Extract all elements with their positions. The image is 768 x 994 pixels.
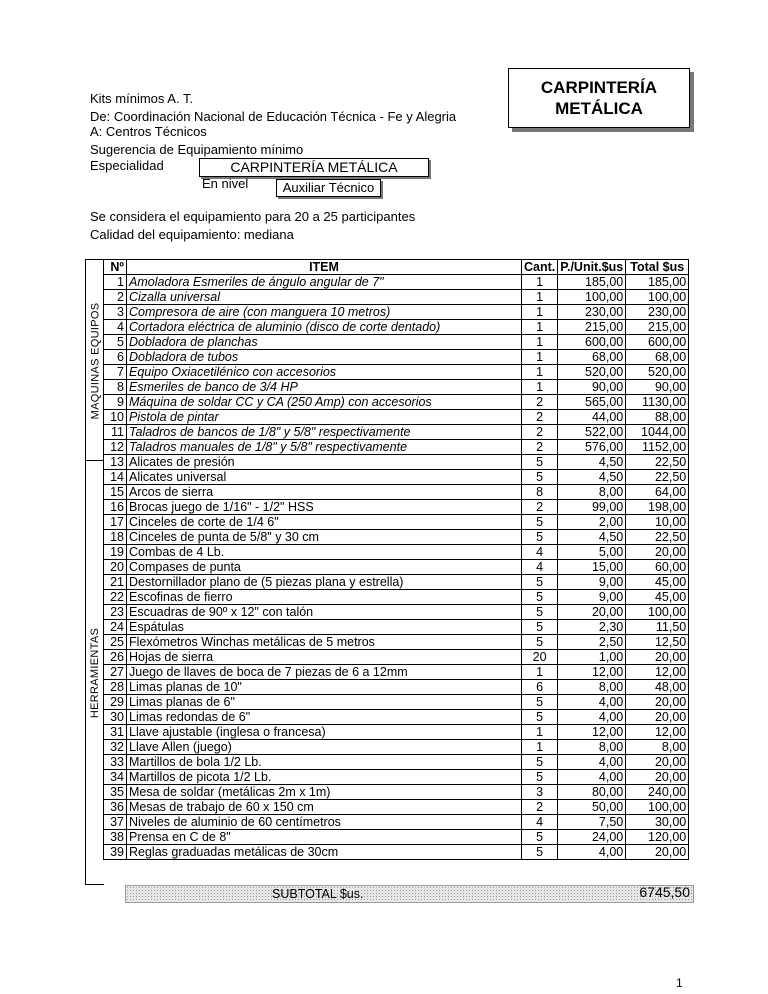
table-row — [104, 425, 689, 440]
row-quantity: 5 — [522, 695, 558, 710]
row-unit-price: 2,50 — [558, 635, 626, 650]
table-row — [104, 305, 689, 320]
row-item: Llave Allen (juego) — [127, 740, 522, 755]
row-total: 10,00 — [626, 515, 689, 530]
table-row — [104, 350, 689, 365]
table-row — [104, 770, 689, 785]
subtotal-label: SUBTOTAL $us. — [272, 887, 364, 901]
row-item: Limas planas de 10" — [127, 680, 522, 695]
table-header-row — [104, 260, 689, 275]
especialidad-label: Especialidad — [90, 158, 164, 173]
row-number: 35 — [104, 785, 127, 800]
row-quantity: 5 — [522, 830, 558, 845]
row-total: 45,00 — [626, 575, 689, 590]
table-row — [104, 500, 689, 515]
table-row — [104, 395, 689, 410]
row-quantity: 20 — [522, 650, 558, 665]
section-label-tools — [85, 460, 104, 885]
row-total: 198,00 — [626, 500, 689, 515]
col-header-unit-price: P./Unit.$us — [558, 260, 626, 275]
table-row — [104, 530, 689, 545]
row-item: Combas de 4 Lb. — [127, 545, 522, 560]
row-unit-price: 576,00 — [558, 440, 626, 455]
row-item: Mesas de trabajo de 60 x 150 cm — [127, 800, 522, 815]
row-total: 215,00 — [626, 320, 689, 335]
row-total: 64,00 — [626, 485, 689, 500]
row-item: Brocas juego de 1/16" - 1/2" HSS — [127, 500, 522, 515]
row-item: Máquina de soldar CC y CA (250 Amp) con accesorios — [127, 395, 522, 410]
row-number: 36 — [104, 800, 127, 815]
row-number: 8 — [104, 380, 127, 395]
row-unit-price: 20,00 — [558, 605, 626, 620]
row-total: 100,00 — [626, 605, 689, 620]
row-number: 10 — [104, 410, 127, 425]
row-number: 30 — [104, 710, 127, 725]
row-quantity: 1 — [522, 290, 558, 305]
row-total: 22,50 — [626, 530, 689, 545]
row-number: 28 — [104, 680, 127, 695]
row-total: 20,00 — [626, 845, 689, 860]
table-row — [104, 440, 689, 455]
col-header-total: Total $us — [626, 260, 689, 275]
row-quantity: 5 — [522, 590, 558, 605]
row-unit-price: 24,00 — [558, 830, 626, 845]
row-unit-price: 4,00 — [558, 755, 626, 770]
participants-note: Se considera el equipamiento para 20 a 25 participantes — [90, 209, 416, 224]
row-quantity: 1 — [522, 335, 558, 350]
row-number: 14 — [104, 470, 127, 485]
row-item: Dobladora de planchas — [127, 335, 522, 350]
row-total: 600,00 — [626, 335, 689, 350]
table-row — [104, 725, 689, 740]
row-unit-price: 100,00 — [558, 290, 626, 305]
row-unit-price: 15,00 — [558, 560, 626, 575]
subtotal-value: 6745,50 — [639, 884, 690, 900]
row-quantity: 1 — [522, 275, 558, 290]
table-row — [104, 335, 689, 350]
title-line-1: CARPINTERÍA — [540, 78, 658, 97]
table-row — [104, 695, 689, 710]
row-unit-price: 4,50 — [558, 470, 626, 485]
row-total: 20,00 — [626, 710, 689, 725]
row-number: 17 — [104, 515, 127, 530]
row-number: 20 — [104, 560, 127, 575]
row-total: 8,00 — [626, 740, 689, 755]
row-item: Mesa de soldar (metálicas 2m x 1m) — [127, 785, 522, 800]
row-total: 11,50 — [626, 620, 689, 635]
row-number: 39 — [104, 845, 127, 860]
row-unit-price: 9,00 — [558, 590, 626, 605]
row-number: 12 — [104, 440, 127, 455]
row-item: Equipo Oxiacetilénico con accesorios — [127, 365, 522, 380]
row-number: 16 — [104, 500, 127, 515]
equipment-table — [103, 259, 689, 860]
row-number: 34 — [104, 770, 127, 785]
row-quantity: 5 — [522, 455, 558, 470]
row-total: 12,00 — [626, 725, 689, 740]
table-row — [104, 515, 689, 530]
row-unit-price: 90,00 — [558, 380, 626, 395]
row-quantity: 1 — [522, 665, 558, 680]
especialidad-value: CARPINTERÍA METÁLICA — [199, 158, 429, 177]
row-item: Compresora de aire (con manguera 10 metros) — [127, 305, 522, 320]
row-item: Limas planas de 6" — [127, 695, 522, 710]
row-quantity: 1 — [522, 725, 558, 740]
table-row — [104, 575, 689, 590]
col-header-no: Nº — [104, 260, 127, 275]
row-unit-price: 80,00 — [558, 785, 626, 800]
row-quantity: 6 — [522, 680, 558, 695]
row-total: 20,00 — [626, 545, 689, 560]
row-item: Destornillador plano de (5 piezas plana y estrella) — [127, 575, 522, 590]
row-total: 100,00 — [626, 800, 689, 815]
row-unit-price: 4,00 — [558, 845, 626, 860]
subtotal-bar — [125, 885, 694, 903]
row-quantity: 3 — [522, 785, 558, 800]
row-unit-price: 8,00 — [558, 485, 626, 500]
table-row — [104, 755, 689, 770]
row-item: Arcos de sierra — [127, 485, 522, 500]
row-total: 20,00 — [626, 650, 689, 665]
table-row — [104, 665, 689, 680]
table-row — [104, 620, 689, 635]
table-row — [104, 590, 689, 605]
row-unit-price: 520,00 — [558, 365, 626, 380]
row-total: 45,00 — [626, 590, 689, 605]
row-unit-price: 2,00 — [558, 515, 626, 530]
row-number: 4 — [104, 320, 127, 335]
table-row — [104, 680, 689, 695]
table-row — [104, 635, 689, 650]
row-item: Taladros manuales de 1/8" y 5/8" respectivamente — [127, 440, 522, 455]
row-item: Escofinas de fierro — [127, 590, 522, 605]
row-quantity: 1 — [522, 305, 558, 320]
table-row — [104, 800, 689, 815]
row-number: 9 — [104, 395, 127, 410]
row-quantity: 8 — [522, 485, 558, 500]
row-item: Taladros de bancos de 1/8" y 5/8" respectivamente — [127, 425, 522, 440]
row-number: 27 — [104, 665, 127, 680]
table-row — [104, 485, 689, 500]
row-item: Cizalla universal — [127, 290, 522, 305]
row-total: 20,00 — [626, 755, 689, 770]
row-unit-price: 4,50 — [558, 530, 626, 545]
col-header-qty: Cant. — [522, 260, 558, 275]
table-row — [104, 320, 689, 335]
row-total: 100,00 — [626, 290, 689, 305]
row-quantity: 2 — [522, 395, 558, 410]
row-quantity: 1 — [522, 740, 558, 755]
row-unit-price: 9,00 — [558, 575, 626, 590]
row-unit-price: 230,00 — [558, 305, 626, 320]
row-quantity: 5 — [522, 635, 558, 650]
row-number: 15 — [104, 485, 127, 500]
row-unit-price: 8,00 — [558, 680, 626, 695]
table-row — [104, 650, 689, 665]
row-quantity: 5 — [522, 515, 558, 530]
table-row — [104, 410, 689, 425]
col-header-item: ITEM — [127, 260, 522, 275]
row-unit-price: 12,00 — [558, 665, 626, 680]
table-row — [104, 740, 689, 755]
section-label-machines — [85, 259, 104, 461]
section-label-tools-text: HERRAMIENTAS — [89, 627, 101, 718]
row-total: 185,00 — [626, 275, 689, 290]
row-total: 1130,00 — [626, 395, 689, 410]
row-unit-price: 565,00 — [558, 395, 626, 410]
row-item: Limas redondas de 6" — [127, 710, 522, 725]
row-total: 240,00 — [626, 785, 689, 800]
row-quantity: 5 — [522, 575, 558, 590]
row-quantity: 5 — [522, 710, 558, 725]
row-unit-price: 4,00 — [558, 695, 626, 710]
row-quantity: 5 — [522, 470, 558, 485]
row-unit-price: 4,00 — [558, 710, 626, 725]
header-suggestion: Sugerencia de Equipamiento mínimo — [90, 142, 304, 157]
table-row — [104, 290, 689, 305]
row-quantity: 2 — [522, 425, 558, 440]
row-quantity: 2 — [522, 500, 558, 515]
row-number: 11 — [104, 425, 127, 440]
row-item: Juego de llaves de boca de 7 piezas de 6 a 12mm — [127, 665, 522, 680]
row-item: Pistola de pintar — [127, 410, 522, 425]
row-item: Cortadora eléctrica de aluminio (disco de corte dentado) — [127, 320, 522, 335]
row-item: Hojas de sierra — [127, 650, 522, 665]
row-item: Espátulas — [127, 620, 522, 635]
row-number: 21 — [104, 575, 127, 590]
row-unit-price: 50,00 — [558, 800, 626, 815]
row-number: 18 — [104, 530, 127, 545]
table-row — [104, 455, 689, 470]
row-item: Alicates de presión — [127, 455, 522, 470]
row-total: 12,50 — [626, 635, 689, 650]
row-total: 90,00 — [626, 380, 689, 395]
row-item: Martillos de picota 1/2 Lb. — [127, 770, 522, 785]
table-row — [104, 365, 689, 380]
row-number: 1 — [104, 275, 127, 290]
header-kits: Kits mínimos A. T. — [90, 91, 194, 106]
row-number: 2 — [104, 290, 127, 305]
row-quantity: 5 — [522, 845, 558, 860]
row-unit-price: 8,00 — [558, 740, 626, 755]
row-total: 12,00 — [626, 665, 689, 680]
row-quantity: 1 — [522, 365, 558, 380]
row-number: 25 — [104, 635, 127, 650]
row-number: 33 — [104, 755, 127, 770]
section-label-machines-text: MAQUINAS EQUIPOS — [89, 302, 101, 419]
row-unit-price: 600,00 — [558, 335, 626, 350]
row-total: 68,00 — [626, 350, 689, 365]
row-quantity: 5 — [522, 620, 558, 635]
row-number: 32 — [104, 740, 127, 755]
table-row — [104, 710, 689, 725]
row-quantity: 5 — [522, 605, 558, 620]
row-total: 20,00 — [626, 695, 689, 710]
row-unit-price: 68,00 — [558, 350, 626, 365]
row-number: 22 — [104, 590, 127, 605]
row-quantity: 4 — [522, 815, 558, 830]
row-unit-price: 99,00 — [558, 500, 626, 515]
row-quantity: 1 — [522, 320, 558, 335]
table-row — [104, 845, 689, 860]
table-row — [104, 605, 689, 620]
row-number: 38 — [104, 830, 127, 845]
row-item: Reglas graduadas metálicas de 30cm — [127, 845, 522, 860]
row-total: 230,00 — [626, 305, 689, 320]
specialty-title-box — [508, 68, 690, 128]
row-item: Compases de punta — [127, 560, 522, 575]
row-total: 1152,00 — [626, 440, 689, 455]
nivel-value: Auxiliar Técnico — [276, 179, 381, 197]
table-row — [104, 380, 689, 395]
row-total: 1044,00 — [626, 425, 689, 440]
row-unit-price: 185,00 — [558, 275, 626, 290]
row-total: 30,00 — [626, 815, 689, 830]
row-quantity: 2 — [522, 440, 558, 455]
row-quantity: 5 — [522, 755, 558, 770]
table-row — [104, 815, 689, 830]
row-total: 120,00 — [626, 830, 689, 845]
row-number: 7 — [104, 365, 127, 380]
row-number: 19 — [104, 545, 127, 560]
row-item: Llave ajustable (inglesa o francesa) — [127, 725, 522, 740]
table-row — [104, 560, 689, 575]
row-unit-price: 2,30 — [558, 620, 626, 635]
row-total: 20,00 — [626, 770, 689, 785]
row-item: Niveles de aluminio de 60 centímetros — [127, 815, 522, 830]
row-total: 48,00 — [626, 680, 689, 695]
row-quantity: 5 — [522, 530, 558, 545]
row-quantity: 4 — [522, 560, 558, 575]
row-unit-price: 44,00 — [558, 410, 626, 425]
row-quantity: 2 — [522, 800, 558, 815]
table-row — [104, 545, 689, 560]
row-total: 22,50 — [626, 455, 689, 470]
row-item: Martillos de bola 1/2 Lb. — [127, 755, 522, 770]
row-item: Prensa en C de 8" — [127, 830, 522, 845]
row-number: 31 — [104, 725, 127, 740]
header-recipient: A: Centros Técnicos — [90, 124, 207, 139]
row-number: 37 — [104, 815, 127, 830]
table-body — [104, 275, 689, 860]
table-row — [104, 830, 689, 845]
row-number: 23 — [104, 605, 127, 620]
table-row — [104, 470, 689, 485]
row-unit-price: 522,00 — [558, 425, 626, 440]
row-item: Cinceles de punta de 5/8" y 30 cm — [127, 530, 522, 545]
row-number: 24 — [104, 620, 127, 635]
row-quantity: 4 — [522, 545, 558, 560]
row-total: 88,00 — [626, 410, 689, 425]
row-item: Esmeriles de banco de 3/4 HP — [127, 380, 522, 395]
row-number: 6 — [104, 350, 127, 365]
row-quantity: 1 — [522, 380, 558, 395]
row-quantity: 2 — [522, 410, 558, 425]
row-quantity: 1 — [522, 350, 558, 365]
table-row — [104, 785, 689, 800]
row-unit-price: 4,00 — [558, 770, 626, 785]
row-item: Escuadras de 90º x 12" con talón — [127, 605, 522, 620]
row-total: 520,00 — [626, 365, 689, 380]
quality-note: Calidad del equipamiento: mediana — [90, 227, 294, 242]
row-number: 26 — [104, 650, 127, 665]
row-item: Cinceles de corte de 1/4 6" — [127, 515, 522, 530]
row-unit-price: 1,00 — [558, 650, 626, 665]
nivel-label: En nivel — [202, 176, 249, 191]
row-number: 5 — [104, 335, 127, 350]
row-item: Dobladora de tubos — [127, 350, 522, 365]
row-total: 22,50 — [626, 470, 689, 485]
row-unit-price: 5,00 — [558, 545, 626, 560]
table-row — [104, 275, 689, 290]
row-total: 60,00 — [626, 560, 689, 575]
row-number: 13 — [104, 455, 127, 470]
row-unit-price: 7,50 — [558, 815, 626, 830]
row-quantity: 5 — [522, 770, 558, 785]
row-item: Amoladora Esmeriles de ángulo angular de 7" — [127, 275, 522, 290]
header-coordination: De: Coordinación Nacional de Educación Técnica - Fe y Alegria — [90, 109, 457, 124]
row-item: Alicates universal — [127, 470, 522, 485]
row-number: 29 — [104, 695, 127, 710]
title-line-2: METÁLICA — [555, 99, 643, 118]
row-number: 3 — [104, 305, 127, 320]
row-item: Flexómetros Winchas metálicas de 5 metros — [127, 635, 522, 650]
row-unit-price: 12,00 — [558, 725, 626, 740]
row-unit-price: 4,50 — [558, 455, 626, 470]
page-number: 1 — [676, 976, 683, 990]
row-unit-price: 215,00 — [558, 320, 626, 335]
